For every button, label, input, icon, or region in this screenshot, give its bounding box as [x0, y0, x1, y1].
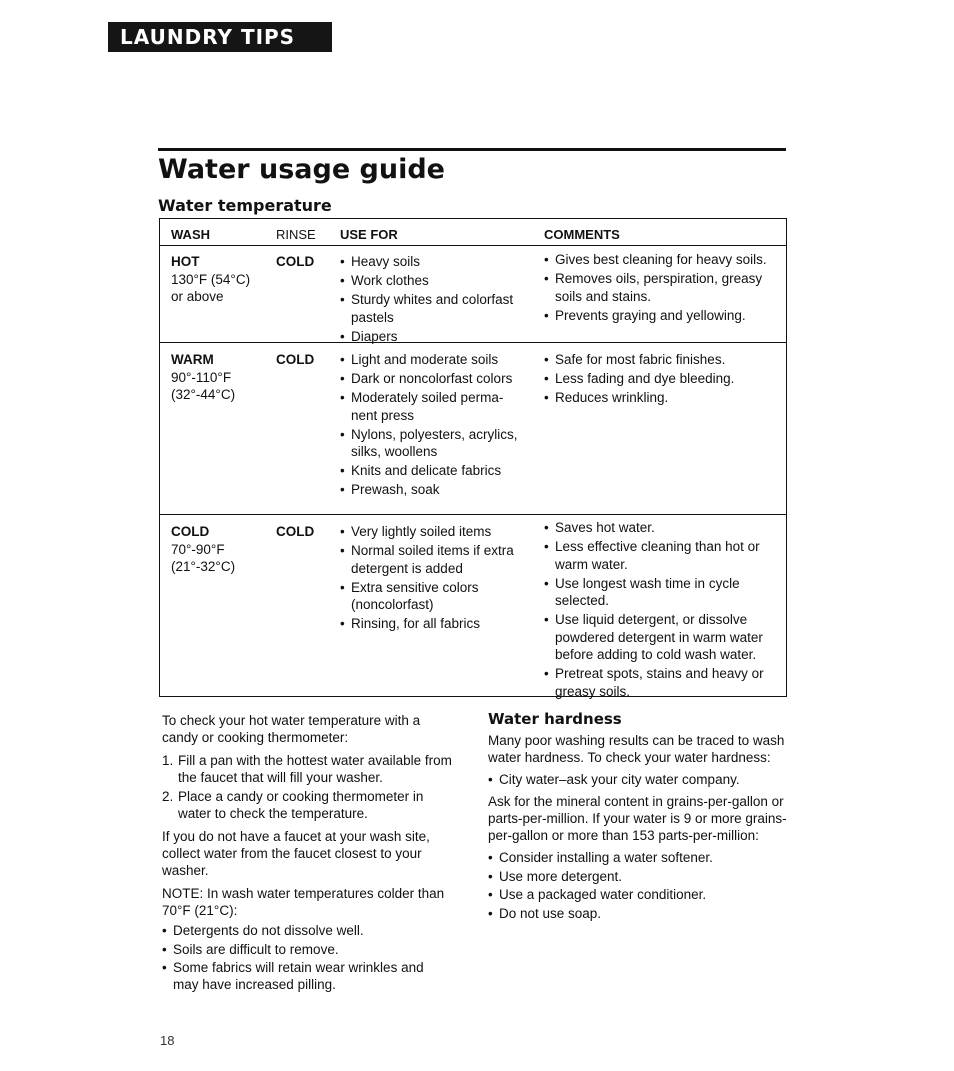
thermometer-steps: [162, 752, 452, 822]
list-item: • Use more detergent.: [488, 868, 788, 885]
step-number: 1.: [162, 753, 174, 768]
table-row-cold: [160, 515, 786, 699]
cold-water-note: NOTE: In wash water temperatures colder than 70°F (21°C):: [162, 886, 445, 918]
list-item: [162, 752, 452, 786]
header-use-for: USE FOR: [340, 227, 398, 242]
list-item: • Normal soiled items if extra detergent is added: [340, 542, 526, 577]
list-item: • Light and moderate soils: [340, 351, 526, 369]
wash-name: WARM: [171, 352, 214, 367]
step-number: 2.: [162, 789, 174, 804]
use-for-list: [340, 351, 526, 500]
water-hardness-section: [488, 710, 788, 927]
list-item: • Knits and delicate fabrics: [340, 462, 526, 480]
list-item: • Nylons, polyesters, acrylics, silks, woollens: [340, 426, 526, 461]
list-item: • Rinsing, for all fabrics: [340, 615, 526, 633]
wash-temp: 90°-110°F: [171, 369, 232, 385]
list-item: • Detergents do not dissolve well.: [162, 922, 452, 939]
note-bullets: [162, 922, 452, 993]
list-item: • City water–ask your city water company.: [488, 771, 788, 788]
list-item: • Dark or noncolorfast colors: [340, 370, 526, 388]
list-item: • Reduces wrinkling.: [544, 389, 782, 407]
table-row-hot: [160, 245, 786, 343]
list-item: • Moderately soiled perma-nent press: [340, 389, 526, 424]
list-item: • Work clothes: [340, 272, 526, 290]
list-item: • Saves hot water.: [544, 519, 782, 537]
table-row-warm: [160, 343, 786, 515]
table-header: [160, 219, 786, 246]
no-faucet-text: If you do not have a faucet at your wash site, collect water from the faucet closest to your washer.: [162, 829, 430, 878]
list-item: • Very lightly soiled items: [340, 523, 526, 541]
wash-temp: (32°-44°C): [171, 387, 236, 402]
header-comments: COMMENTS: [544, 227, 620, 242]
list-item: • Do not use soap.: [488, 905, 788, 922]
page-number: 18: [160, 1033, 175, 1048]
mineral-content-text: Ask for the mineral content in grains-per-gallon or parts-per-million. If your water is 9 or more grains-per-gallon or more than 153 parts-per-million:: [488, 794, 787, 843]
header-rinse: RINSE: [276, 227, 316, 242]
list-item: • Pretreat spots, stains and heavy or greasy soils.: [544, 665, 782, 700]
list-item: • Use longest wash time in cycle selected.: [544, 575, 782, 610]
use-for-list: [340, 523, 526, 634]
title-rule: [158, 148, 786, 151]
thermometer-intro: To check your hot water temperature with a candy or cooking thermometer:: [162, 713, 421, 745]
rinse-cell: COLD: [276, 352, 315, 367]
list-item: • Use a packaged water conditioner.: [488, 886, 788, 903]
wash-cell: [171, 523, 271, 576]
wash-temp: 130°F (54°C): [171, 271, 251, 287]
wash-cell: [171, 253, 271, 306]
hardness-intro: Many poor washing results can be traced to wash water hardness. To check your water hardness:: [488, 733, 785, 765]
wash-temp: 70°-90°F: [171, 541, 225, 557]
water-hardness-heading: Water hardness: [488, 710, 622, 728]
list-item: • Safe for most fabric finishes.: [544, 351, 782, 369]
wash-temp: or above: [171, 289, 224, 304]
comments-list: [544, 251, 782, 326]
comments-list: [544, 519, 782, 702]
list-item: • Sturdy whites and colorfast pastels: [340, 291, 526, 326]
wash-name: COLD: [171, 524, 210, 539]
step-text: Place a candy or cooking thermometer in water to check the temperature.: [178, 789, 424, 821]
list-item: • Gives best cleaning for heavy soils.: [544, 251, 782, 269]
use-for-list: [340, 253, 526, 347]
section-banner: LAUNDRY TIPS: [108, 22, 332, 52]
list-item: • Prevents graying and yellowing.: [544, 307, 782, 325]
wash-name: HOT: [171, 254, 200, 269]
list-item: • Diapers: [340, 328, 526, 346]
list-item: • Heavy soils: [340, 253, 526, 271]
list-item: • Prewash, soak: [340, 481, 526, 499]
list-item: [162, 788, 452, 822]
list-item: • Less fading and dye bleeding.: [544, 370, 782, 388]
comments-list: [544, 351, 782, 408]
wash-cell: [171, 351, 271, 404]
list-item: • Removes oils, perspiration, greasy soils and stains.: [544, 270, 782, 305]
hardness-action-bullets: [488, 849, 788, 922]
list-item: • Soils are difficult to remove.: [162, 941, 452, 958]
step-text: Fill a pan with the hottest water available from the faucet that will fill your washer.: [178, 753, 452, 785]
rinse-cell: COLD: [276, 254, 315, 269]
list-item: • Use liquid detergent, or dissolve powdered detergent in warm water before adding to cold wash water.: [544, 611, 782, 664]
header-wash: WASH: [171, 227, 210, 242]
section-subtitle: Water temperature: [158, 196, 332, 215]
list-item: • Less effective cleaning than hot or warm water.: [544, 538, 782, 573]
thermometer-instructions: [162, 712, 452, 998]
wash-temp: (21°-32°C): [171, 559, 236, 574]
water-temperature-table: [159, 218, 787, 697]
rinse-cell: COLD: [276, 524, 315, 539]
list-item: • Some fabrics will retain wear wrinkles and may have increased pilling.: [162, 959, 452, 993]
list-item: • Consider installing a water softener.: [488, 849, 788, 866]
list-item: • Extra sensitive colors (noncolorfast): [340, 579, 526, 614]
page-title: Water usage guide: [158, 154, 445, 185]
hardness-check-bullets: [488, 771, 788, 788]
